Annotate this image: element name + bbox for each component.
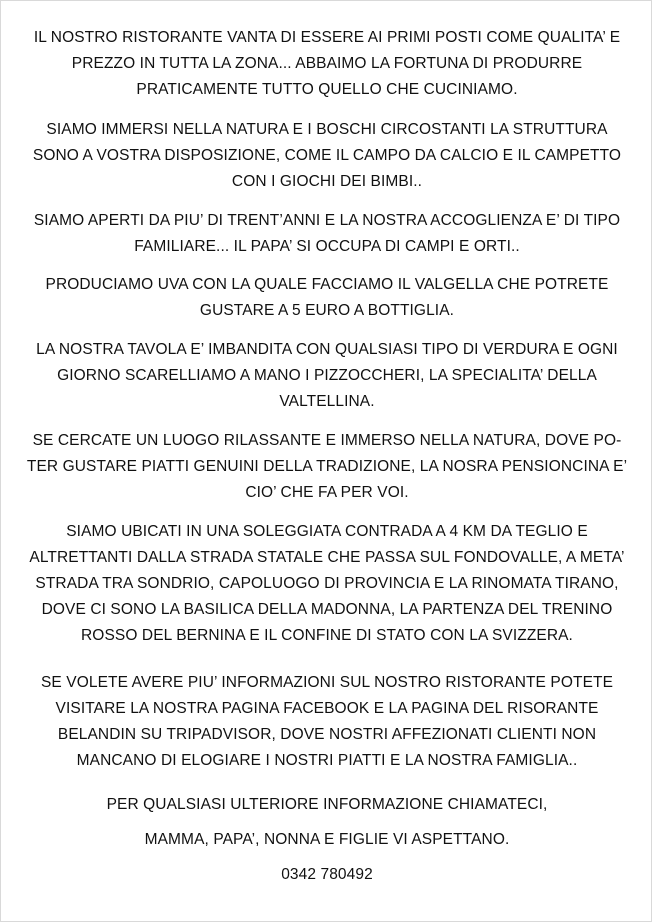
- text-line: PRODUCIAMO UVA CON LA QUALE FACCIAMO IL VALGELLA CHE POTRETE: [45, 276, 609, 293]
- text-line: PREZZO IN TUTTA LA ZONA... ABBAIMO LA FORTUNA DI PRODURRE: [71, 55, 583, 72]
- text-line: LA NOSTRA TAVOLA E’ IMBANDITA CON QUALSIASI TIPO DI VERDURA E OGNI: [36, 341, 618, 358]
- text-line: SE VOLETE AVERE PIU’ INFORMAZIONI SUL NOSTRO RISTORANTE POTETE: [40, 674, 614, 691]
- phone-number: [15, 862, 639, 888]
- paragraph-call: [15, 792, 639, 818]
- text-line: GUSTARE A 5 EURO A BOTTIGLIA.: [199, 302, 455, 319]
- paragraph-quality: [15, 25, 639, 103]
- text-line: GIORNO SCARELLIAMO A MANO I PIZZOCCHERI, LA SPECIALITA’ DELLA: [57, 367, 597, 384]
- text-line: ROSSO DEL BERNINA E IL CONFINE DI STATO CON LA SVIZZERA.: [81, 627, 573, 644]
- text-line: FAMILIARE... IL PAPA’ SI OCCUPA DI CAMPI E ORTI..: [134, 238, 520, 255]
- paragraph-history: [15, 208, 639, 260]
- text-line: SIAMO IMMERSI NELLA NATURA E I BOSCHI CIRCOSTANTI LA STRUTTURA: [46, 121, 608, 138]
- text-line: PER QUALSIASI ULTERIORE INFORMAZIONE CHIAMATECI,: [106, 796, 548, 813]
- paragraph-nature: [15, 117, 639, 195]
- text-line: PRATICAMENTE TUTTO QUELLO CHE CUCINIAMO.: [136, 81, 518, 98]
- text-line: BELANDIN SU TRIPADVISOR, DOVE NOSTRI AFFEZIONATI CLIENTI NON: [57, 726, 597, 743]
- paragraph-info: [15, 670, 639, 774]
- text-line: TER GUSTARE PIATTI GENUINI DELLA TRADIZIONE, LA NOSRA PENSIONCINA E’: [26, 458, 628, 475]
- paragraph-family: [15, 827, 639, 853]
- text-line: VALTELLINA.: [279, 393, 375, 410]
- text-line: SIAMO APERTI DA PIU’ DI TRENT’ANNI E LA NOSTRA ACCOGLIENZA E’ DI TIPO: [33, 212, 621, 229]
- paragraph-table: [15, 337, 639, 415]
- text-line: 0342 780492: [281, 866, 373, 883]
- text-line: SE CERCATE UN LUOGO RILASSANTE E IMMERSO NELLA NATURA, DOVE PO-: [32, 432, 622, 449]
- text-line: IL NOSTRO RISTORANTE VANTA DI ESSERE AI PRIMI POSTI COME QUALITA’ E: [33, 29, 621, 46]
- text-line: SIAMO UBICATI IN UNA SOLEGGIATA CONTRADA A 4 KM DA TEGLIO E: [66, 523, 588, 540]
- text-line: CON I GIOCHI DEI BIMBI..: [231, 173, 423, 190]
- text-line: MANCANO DI ELOGIARE I NOSTRI PIATTI E LA NOSTRA FAMIGLIA..: [76, 752, 578, 769]
- text-line: STRADA TRA SONDRIO, CAPOLUOGO DI PROVINCIA E LA RINOMATA TIRANO,: [35, 575, 619, 592]
- text-line: SONO A VOSTRA DISPOSIZIONE, COME IL CAMPO DA CALCIO E IL CAMPETTO: [32, 147, 622, 164]
- text-line: VISITARE LA NOSTRA PAGINA FACEBOOK E LA PAGINA DEL RISORANTE: [55, 700, 599, 717]
- paragraph-wine: [15, 272, 639, 324]
- text-line: MAMMA, PAPA’, NONNA E FIGLIE VI ASPETTANO.: [144, 831, 510, 848]
- text-line: CIO’ CHE FA PER VOI.: [245, 484, 409, 501]
- text-line: ALTRETTANTI DALLA STRADA STATALE CHE PASSA SUL FONDOVALLE, A META’: [29, 549, 625, 566]
- paragraph-relax: [15, 428, 639, 506]
- paragraph-location: [15, 519, 639, 649]
- text-line: DOVE CI SONO LA BASILICA DELLA MADONNA, LA PARTENZA DEL TRENINO: [41, 601, 613, 618]
